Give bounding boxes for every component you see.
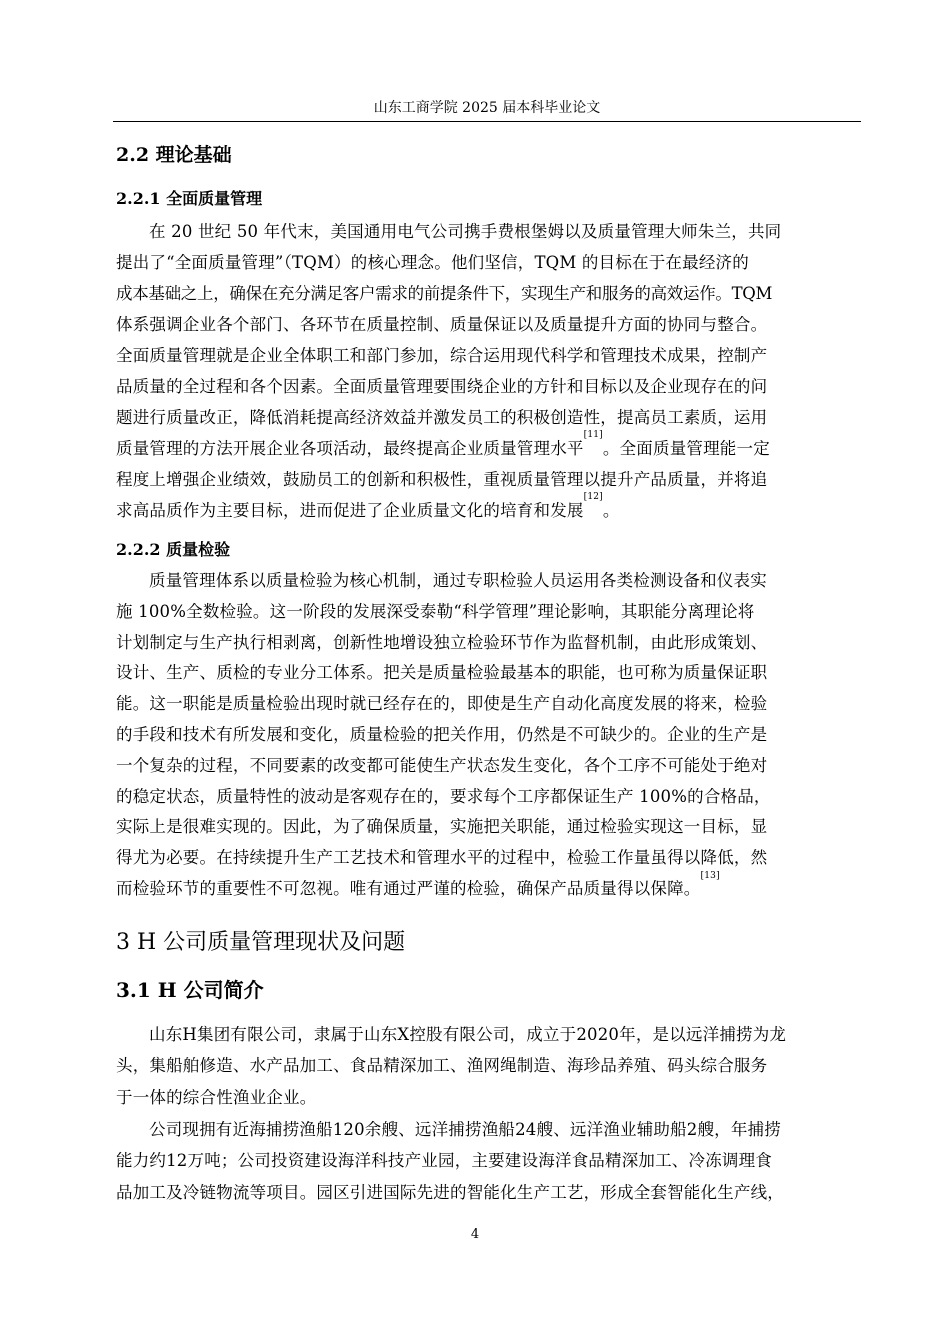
paragraph-line: 山东H集团有限公司，隶属于山东X控股有限公司，成立于2020年，是以远洋捕捞为龙 (149, 1025, 787, 1044)
header-divider (113, 121, 861, 122)
paragraph-line: 质量管理体系以质量检验为核心机制，通过专职检验人员运用各类检测设备和仪表实 (149, 571, 767, 590)
page-number: 4 (470, 1227, 480, 1242)
paragraph-line: 程度上增强企业绩效，鼓励员工的创新和积极性，重视质量管理以提升产品质量，并将追 (116, 470, 768, 489)
paragraph-line: 计划制定与生产执行相剥离，创新性地增设独立检验环节作为监督机制，由此形成策划、 (116, 632, 768, 652)
section-heading-2-2-1: 2.2.1 全面质量管理 (116, 189, 263, 208)
paragraph-line: 题进行质量改正，降低消耗提高经济效益并激发员工的积极创造性，提高员工素质，运用 (116, 408, 768, 427)
section-heading-2-2-2: 2.2.2 质量检验 (116, 540, 231, 559)
paragraph-line: 提出了“全面质量管理”（TQM）的核心理念。他们坚信，TQM 的目标在于在最经济的 (116, 253, 749, 272)
citation-11: [11] (583, 430, 603, 440)
paragraph-line: 在 20 世纪 50 年代末，美国通用电气公司携手费根堡姆以及质量管理大师朱兰，共同 (149, 222, 782, 241)
section-heading-2-2: 2.2 理论基础 (116, 144, 232, 166)
paragraph-line (116, 430, 860, 464)
paragraph-line: 能。这一职能是质量检验出现时就已经存在的，即使是生产自动化高度发展的将来，检验 (116, 694, 768, 714)
paragraph-line: 头，集船舶修造、水产品加工、食品精深加工、渔网绳制造、海珍品养殖、码头综合服务 (116, 1056, 768, 1076)
paragraph-line: 设计、生产、质检的专业分工体系。把关是质量检验最基本的职能，也可称为质量保证职 (116, 663, 768, 683)
paragraph-line: 能力约12万吨；公司投资建设海洋科技产业园，主要建设海洋食品精深加工、冷冻调理食 (116, 1151, 772, 1171)
citation-12: [12] (583, 492, 603, 502)
paragraph-line: 品加工及冷链物流等项目。园区引进国际先进的智能化生产工艺，形成全套智能化生产线， (116, 1182, 784, 1202)
paragraph-line: 公司现拥有近海捕捞渔船120余艘、远洋捕捞渔船24艘、远洋渔业辅助船2艘，年捕捞 (149, 1120, 781, 1139)
section-heading-3-1: 3.1 H 公司简介 (116, 978, 264, 1002)
paragraph-line: 体系强调企业各个部门、各环节在质量控制、质量保证以及质量提升方面的协同与整合。 (116, 315, 768, 334)
paragraph-company-intro (116, 1019, 860, 1113)
paragraph-text: 求高品质作为主要目标，进而促进了企业质量文化的培育和发展 (116, 501, 584, 520)
paragraph-line: 的稳定状态，质量特性的波动是客观存在的，要求每个工序都保证生产 100%的合格品， (116, 786, 771, 806)
paragraph-text: 。 (602, 501, 620, 520)
paragraph-line: 实际上是很难实现的。因此，为了确保质量，实施把关职能，通过检验实现这一目标，显 (116, 817, 768, 837)
paragraph-line: 于一体的综合性渔业企业。 (116, 1087, 317, 1107)
paragraph-text: 质量管理的方法开展企业各项活动，最终提高企业质量管理水平 (116, 439, 584, 458)
paragraph-quality-inspection (116, 566, 860, 905)
paragraph-text: 而检验环节的重要性不可忽视。唯有通过严谨的检验，确保产品质量得以保障。 (116, 878, 701, 898)
paragraph-line: 的手段和技术有所发展和变化，质量检验的把关作用，仍然是不可缺少的。企业的生产是 (116, 724, 768, 744)
paragraph-line: 成本基础之上，确保在充分满足客户需求的前提条件下，实现生产和服务的高效运作。TQM (116, 284, 773, 303)
paragraph-line: 施 100%全数检验。这一阶段的发展深受泰勒“科学管理”理论影响，其职能分离理论将 (116, 601, 755, 621)
paragraph-line: 品质量的全过程和各个因素。全面质量管理要围绕企业的方针和目标以及企业现存在的问 (116, 377, 768, 396)
paragraph-line: 得尤为必要。在持续提升生产工艺技术和管理水平的过程中，检验工作量虽得以降低，然 (116, 848, 768, 868)
paragraph-tqm (116, 216, 860, 526)
citation-13: [13] (700, 870, 720, 881)
paragraph-text: 。全面质量管理能一定 (602, 439, 770, 458)
paragraph-line (116, 492, 860, 526)
page-header: 山东工商学院 2025 届本科毕业论文 (373, 100, 601, 116)
paragraph-line (116, 870, 860, 905)
paragraph-company-fleet (116, 1114, 860, 1208)
chapter-heading-3: 3 H 公司质量管理现状及问题 (116, 930, 406, 955)
paragraph-line: 一个复杂的过程，不同要素的改变都可能使生产状态发生变化，各个工序不可能处于绝对 (116, 755, 768, 775)
paragraph-line: 全面质量管理就是企业全体职工和部门参加，综合运用现代科学和管理技术成果，控制产 (116, 346, 768, 365)
